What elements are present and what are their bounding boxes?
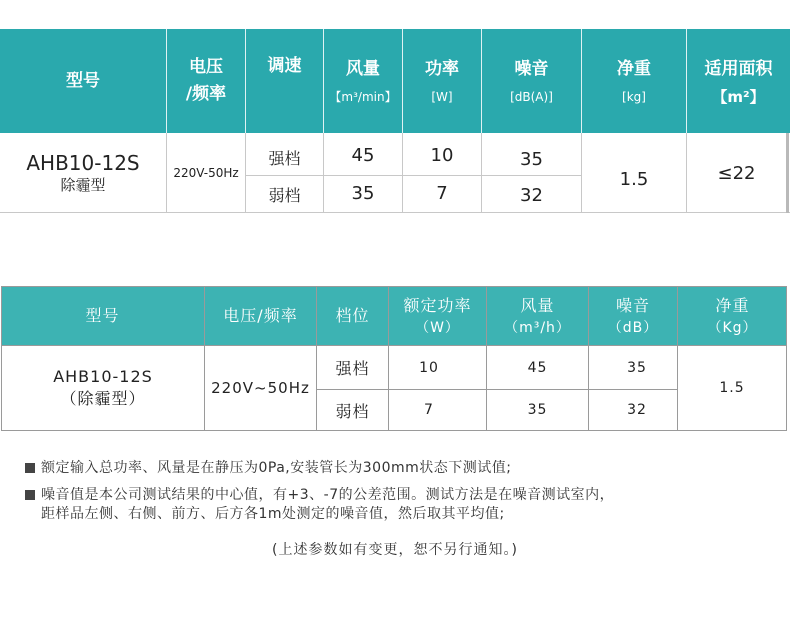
table1-power-high: 10: [430, 144, 454, 166]
table1-airflow-low: 35: [351, 182, 375, 204]
table1-power-low: 7: [436, 182, 448, 204]
table2-grid-line: [786, 286, 787, 431]
table1-area-cell: ≤22: [717, 162, 756, 184]
table2-noise-high: 35: [627, 359, 647, 376]
table1-header-noise: 噪音 [dB(A)]: [510, 58, 553, 104]
bullet-square-icon: [25, 463, 35, 473]
note-2-continued: [41, 505, 505, 524]
table1-noise-high: 35: [520, 148, 543, 170]
table1-grid-line: [245, 175, 582, 176]
note-2: [25, 486, 614, 505]
table2-position-high: 强档: [335, 359, 370, 378]
table1-speed-high: 强档: [268, 148, 301, 168]
table1-header-area: 适用面积 【m²】: [704, 58, 773, 106]
note-1-text: 额定输入总功率、风量是在静压为0Pa,安装管长为300mm状态下测试值;: [41, 460, 512, 476]
table2-power-low: 7: [424, 402, 434, 418]
table2-header-weight: 净重 （Kg）: [707, 295, 758, 336]
table1-header-weight: 净重 [kg]: [617, 58, 651, 104]
bullet-square-icon: [25, 490, 35, 500]
table1-speed-low: 弱档: [268, 185, 301, 205]
table2-grid-line: [1, 430, 787, 431]
table1-grid-line: [786, 133, 789, 213]
table1-header-speed: 调速: [267, 55, 302, 76]
table2-airflow-high: 45: [527, 359, 548, 376]
table2-power-high: 10: [419, 359, 439, 376]
table1-model-name: AHB10-12S: [26, 151, 140, 175]
table1-model-sub: 除霾型: [60, 176, 106, 194]
note-2-text: 噪音值是本公司测试结果的中心值，有+3、-7的公差范围。测试方法是在噪音测试室内，: [41, 487, 615, 503]
table2-header-model: 型号: [85, 305, 120, 325]
table1-header-model: 型号: [66, 70, 100, 91]
table2-weight-cell: 1.5: [719, 380, 745, 396]
table2-noise-low: 32: [627, 402, 647, 418]
note-1: [25, 459, 511, 478]
table1-header-voltage: 电压 /频率: [185, 57, 227, 104]
table1-voltage-cell: 220V-50Hz: [173, 166, 239, 180]
table2-header-voltage: 电压/频率: [223, 305, 298, 325]
table2-model-cell: [2, 346, 204, 430]
note-2-continued-text: 距样品左侧、右侧、前方、后方各1m处测定的噪音值，然后取其平均值;: [41, 506, 505, 522]
table2-model-sub: （除霾型）: [60, 389, 146, 408]
table1-model-cell: [0, 136, 166, 210]
table2-voltage-cell: 220V~50Hz: [211, 379, 310, 397]
table2-header-position: 档位: [335, 305, 370, 325]
table1-airflow-high: 45: [351, 144, 375, 166]
table2-header-power: 额定功率 （W）: [403, 295, 472, 336]
table1-header-airflow: 风量 【m³/min】: [329, 58, 397, 104]
table2-header-airflow: 风量 （m³/h）: [504, 295, 571, 336]
table1-weight-cell: 1.5: [619, 168, 649, 190]
table1-noise-low: 32: [520, 184, 543, 206]
table2-grid-line: [1, 286, 787, 287]
table1-header-power: 功率 [W]: [425, 58, 459, 104]
table2-airflow-low: 35: [527, 402, 548, 418]
table2-position-low: 弱档: [335, 401, 370, 421]
closing-remark: (上述参数如有变更，恕不另行通知。): [272, 542, 518, 558]
table2-model-name: AHB10-12S: [53, 367, 153, 386]
table2-header-noise: 噪音 （dB）: [607, 295, 659, 336]
